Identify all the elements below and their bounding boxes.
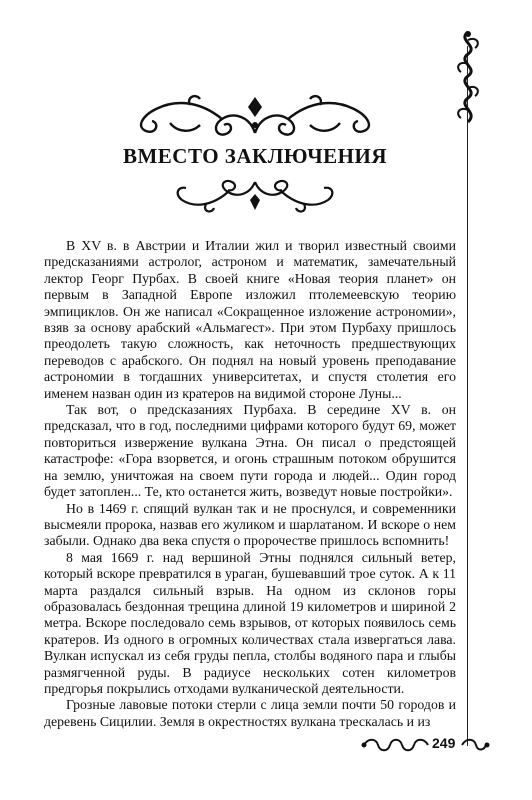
page-number: 249	[432, 735, 456, 751]
margin-rule	[467, 46, 468, 746]
paragraph: Но в 1469 г. спящий вулкан так и не проснулся, и современники высмеяли пророка, назвав его жуликом и шарлатаном. И вскоре о нем забыли. Однако два века спустя о пророчестве пришлось вспомнить!	[44, 500, 456, 549]
bottom-vignette-icon	[170, 176, 340, 216]
main-text	[44, 238, 456, 730]
page-number-ornament-right-icon	[460, 736, 490, 754]
paragraph: Грозные лавовые потоки стерли с лица земли почти 50 городов и деревень Сицилии. Земля в окрестностях вулкана трескалась и из	[44, 697, 456, 729]
chapter-title: ВМЕСТО ЗАКЛЮЧЕНИЯ	[122, 144, 388, 168]
paragraph: 8 мая 1669 г. над вершиной Этны поднялся сильный ветер, который вскоре превратился в ураган, бушевавший трое суток. А к 11 марта раздался сильный взрыв. На одном из склонов горы образовалась бездонная трещина длиной 19 километров и шириной 2 метра. Вскоре последовало семь взрывов, от которых появилось семь кратеров. Из одного в огромных количествах стала извергаться лава. Вулкан испускал из себя груды пепла, столбы водяного пара и глыбы размягченной руды. В радиусе нескольких сотен километров предгорья покрылись отходами вулканической деятельности.	[44, 549, 456, 696]
paragraph: Так вот, о предсказаниях Пурбаха. В середине XV в. он предсказал, что в год, последними цифрами которого будут 69, может повториться извержение вулкана Этна. Он писал о предстоящей катастрофе: «Гора взорвется, и огонь страшным потоком обрушится на землю, уничтожая на своем пути города и людей... Один город будет затоплен... Те, кто останется жить, возведут новые постройки».	[44, 402, 456, 500]
page-number-ornament-icon	[360, 736, 432, 754]
margin-ornament-icon	[451, 30, 485, 126]
paragraph: В XV в. в Австрии и Италии жил и творил известный своими предсказаниями астролог, астроном и математик, замечательный лектор Георг Пурбах. В своей книге «Новая теория планет» он первым в Западной Европе изложил птолемеевскую теорию эмпициклов. Он же написал «Сокращенное изложение астрономии», взяв за основу арабский «Альмагест». При этом Пурбаху пришлось преодолеть такую сложность, как неточность предшествующих переводов с арабского. Он поднял на новый уровень преподавание астрономии в тогдашних университетах, и спустя столетия его именем назван один из кратеров на видимой стороне Луны...	[44, 238, 456, 401]
top-vignette-icon	[130, 93, 380, 139]
